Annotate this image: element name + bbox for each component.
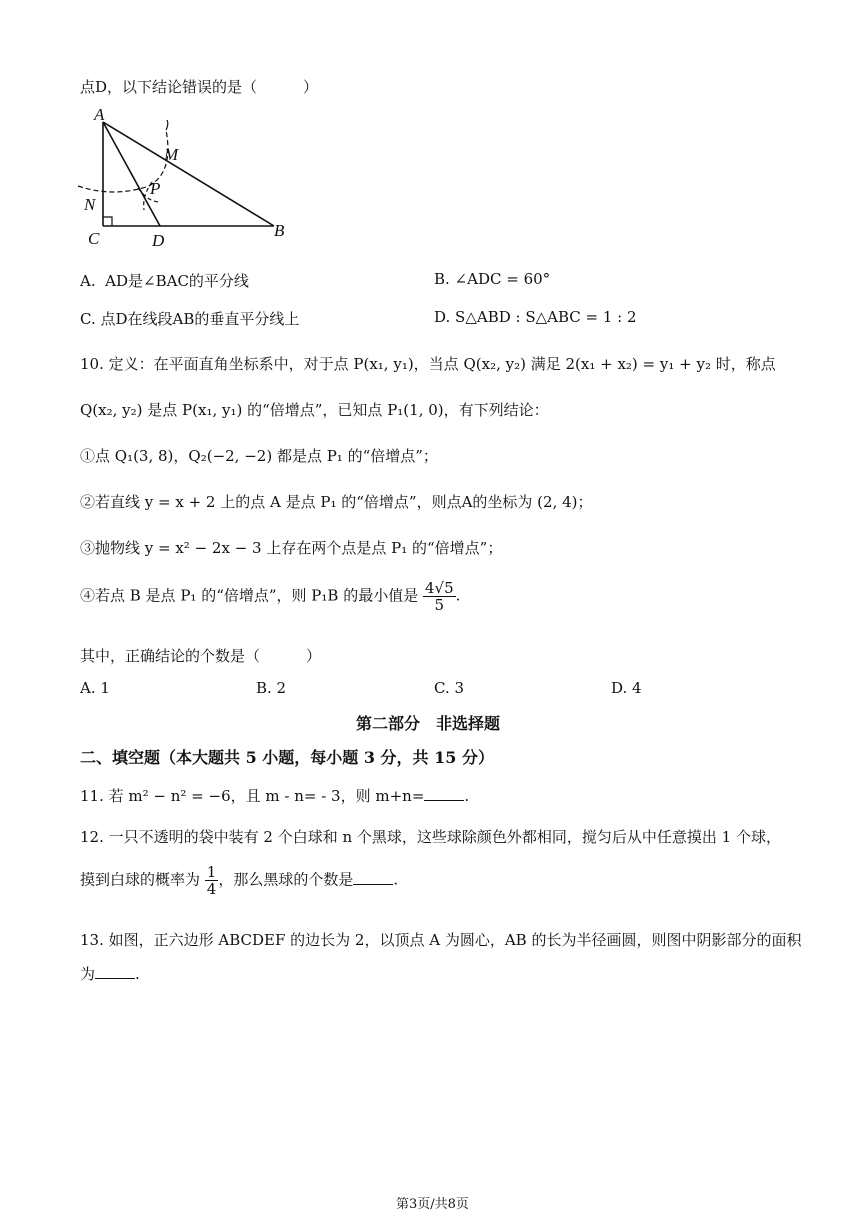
fraction-4sqrt5-over-5: $\frac{4√5}{5}$ xyxy=(425,579,454,614)
label-N: N xyxy=(84,195,96,214)
q10-conclusion-1: ①点 Q₁(3, 8)，Q₂(−2, −2) 都是点 P₁ 的“倍增点”； xyxy=(80,447,438,465)
q9-stem: 点D，以下结论错误的是（ ） xyxy=(80,78,319,96)
label-B: B xyxy=(274,221,285,240)
q10-option-c[interactable]: C. 3 xyxy=(434,679,465,697)
q12-answer-blank[interactable] xyxy=(353,870,393,885)
q10-option-b[interactable]: B. 2 xyxy=(256,679,287,697)
q13-line1: 13. 如图，正六边形 ABCDEF 的边长为 2，以顶点 A 为圆心，AB 的长为半径画圆，则图中阴影部分的面积 xyxy=(80,931,802,949)
q11: 11. 若 m² − n² = −6，且 m - n= - 3，则 m+n= . xyxy=(80,787,470,805)
q10-option-a[interactable]: A. 1 xyxy=(80,679,110,697)
q10-conclusion-2: ②若直线 y = x + 2 上的点 A 是点 P₁ 的“倍增点”，则点A的坐标为 (2, 4)； xyxy=(80,493,593,511)
label-P: P xyxy=(150,179,161,198)
q9-triangle-figure xyxy=(74,106,294,252)
q10-ask: 其中，正确结论的个数是（ ） xyxy=(80,647,322,665)
right-angle-mark xyxy=(103,217,112,226)
q9-option-d[interactable]: D. S△ABD : S△ABC = 1 : 2 xyxy=(434,308,637,326)
q10-conclusion-4: ④若点 B 是点 P₁ 的“倍增点”，则 P₁B 的最小值是 $\frac{4√5}{5}$ . xyxy=(80,579,461,614)
q10-option-d[interactable]: D. 4 xyxy=(611,679,642,697)
page-footer: 第3页/共8页 xyxy=(396,1197,469,1212)
q13-line2: 为 . xyxy=(80,965,140,983)
q10-line1: 10. 定义：在平面直角坐标系中，对于点 P(x₁, y₁)，当点 Q(x₂, y₂) 满足 2(x₁ + x₂) = y₁ + y₂ 时，称点 xyxy=(80,355,776,373)
q13-answer-blank[interactable] xyxy=(95,964,135,979)
label-C: C xyxy=(88,229,100,248)
part2-title: 第二部分 非选择题 xyxy=(356,714,501,733)
q12-line1: 12. 一只不透明的袋中装有 2 个白球和 n 个黑球，这些球除颜色外都相同，搅匀后从中任意摸出 1 个球， xyxy=(80,828,781,846)
section-fill-in-heading: 二、填空题（本大题共 5 小题，每小题 3 分，共 15 分） xyxy=(80,748,494,767)
q9-option-a[interactable]: A. AD是∠BAC的平分线 xyxy=(80,272,249,290)
construction-arc-top xyxy=(166,120,168,130)
fraction-1-over-4: $\frac{1}{4}$ xyxy=(206,863,217,898)
segment-AB xyxy=(103,122,274,226)
label-A: A xyxy=(94,106,105,124)
q9-option-c[interactable]: C. 点D在线段AB的垂直平分线上 xyxy=(80,310,300,328)
q9-option-b[interactable]: B. ∠ADC = 60° xyxy=(434,270,551,288)
q12-line2: 摸到白球的概率为 $\frac{1}{4}$ ，那么黑球的个数是 . xyxy=(80,863,399,898)
label-M: M xyxy=(164,145,179,164)
label-D: D xyxy=(152,231,165,250)
q11-answer-blank[interactable] xyxy=(424,786,464,801)
q10-line2: Q(x₂, y₂) 是点 P(x₁, y₁) 的“倍增点”，已知点 P₁(1, 0)，有下列结论： xyxy=(80,401,549,419)
segment-AD xyxy=(103,122,160,226)
q10-conclusion-3: ③抛物线 y = x² − 2x − 3 上存在两个点是点 P₁ 的“倍增点”； xyxy=(80,539,503,557)
